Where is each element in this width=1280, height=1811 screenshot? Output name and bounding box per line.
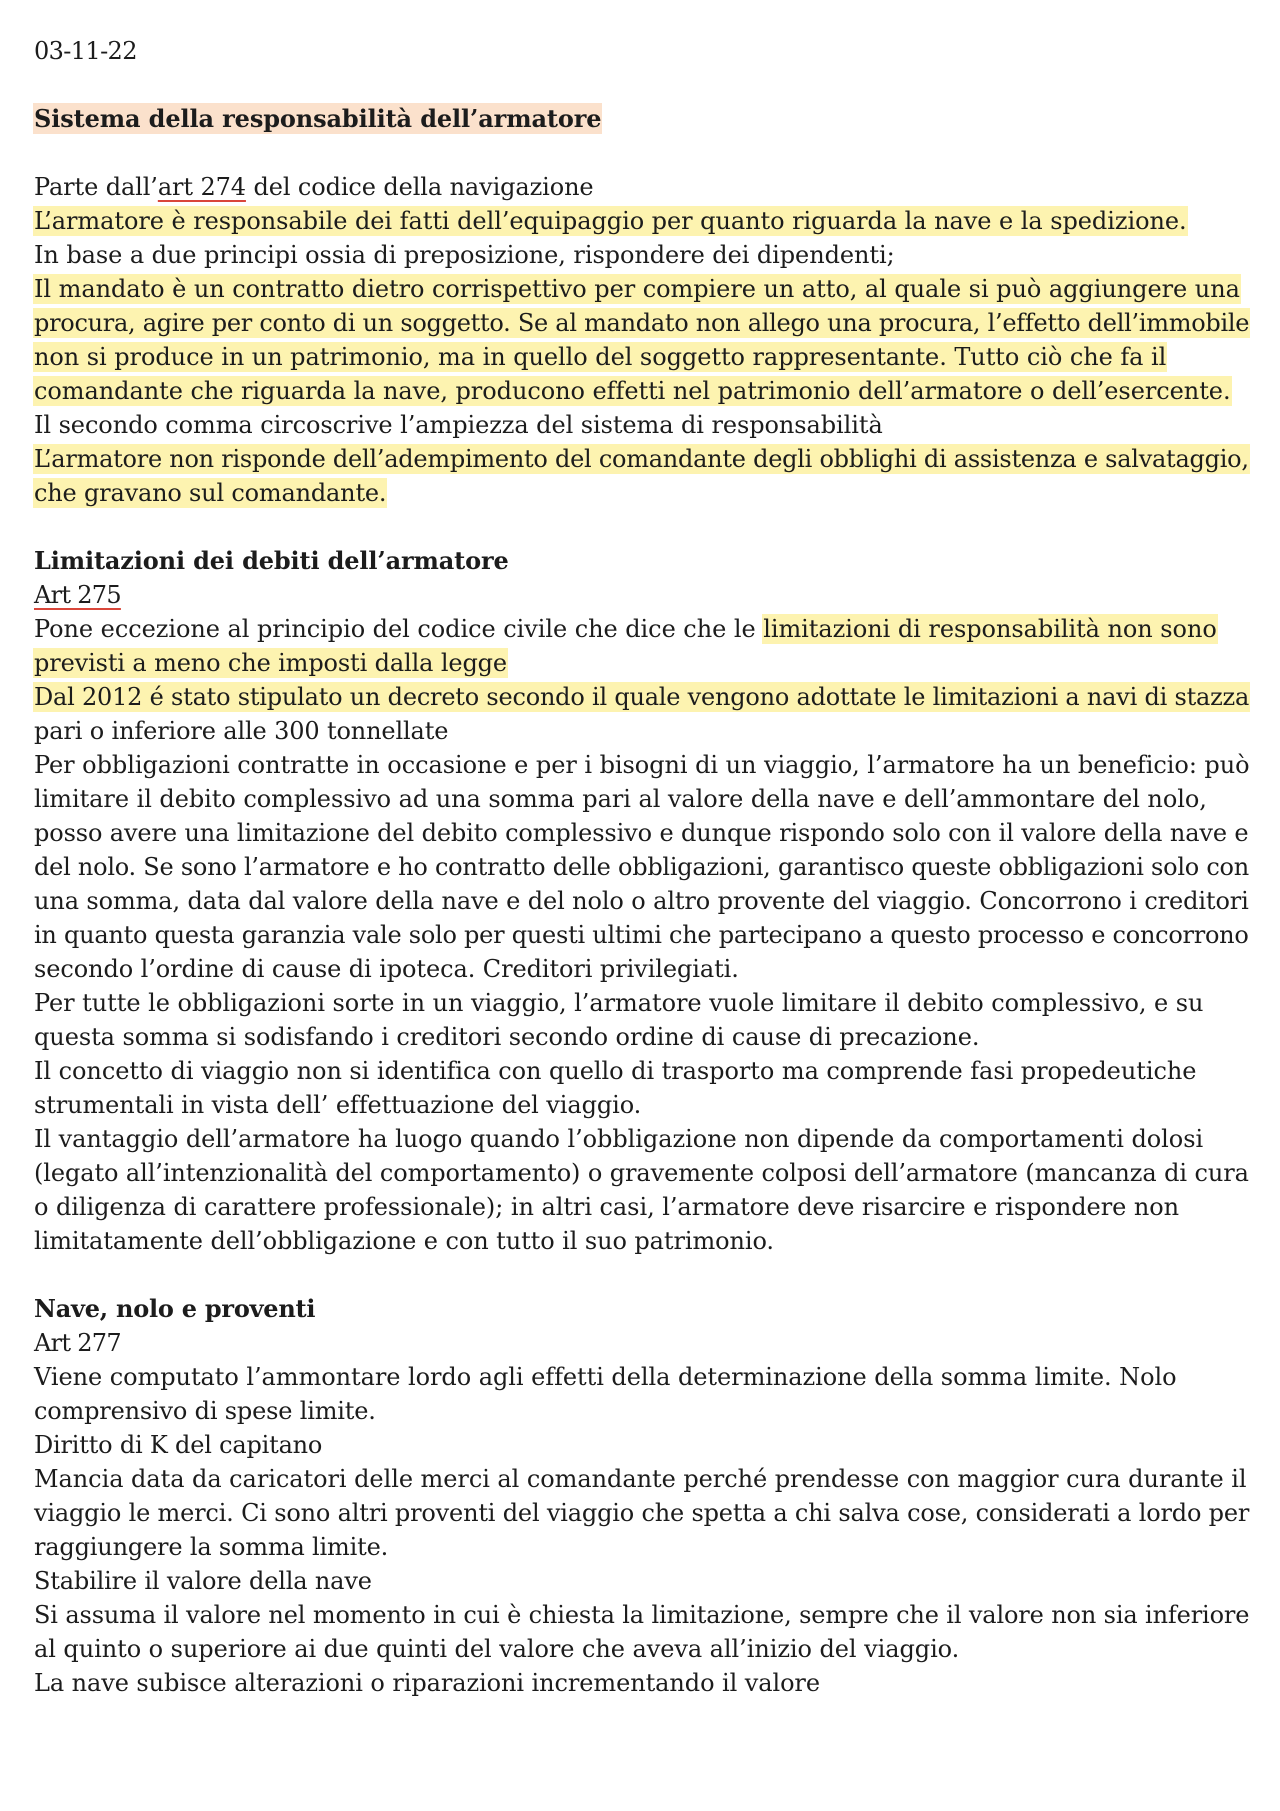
paragraph-line: L’armatore è responsabile dei fatti dell’equipaggio per quanto riguarda la nave e la spedizione. <box>34 207 1187 235</box>
paragraph-line: Il concetto di viaggio non si identifica con quello di trasporto ma comprende fasi propedeutiche <box>34 1057 1197 1085</box>
paragraph-line: al quinto o superiore ai due quinti del valore che aveva all’inizio del viaggio. <box>34 1635 960 1663</box>
paragraph-line: strumentali in vista dell’ effettuazione del viaggio. <box>34 1091 642 1119</box>
paragraph-line: una somma, data dal valore della nave e del nolo o altro provente del viaggio. Concorrono i creditori <box>34 887 1249 915</box>
paragraph-line: del nolo. Se sono l’armatore e ho contratto delle obbligazioni, garantisco queste obbligazioni solo con <box>34 853 1249 881</box>
paragraph-line: comandante che riguarda la nave, producono effetti nel patrimonio dell’armatore o dell’esercente. <box>34 377 1231 405</box>
article-reference: art 274 <box>157 173 246 201</box>
paragraph-line: Parte dall’art 274 del codice della navigazione <box>34 173 594 201</box>
paragraph-line: previsti a meno che imposti dalla legge <box>34 649 507 677</box>
section-title: Nave, nolo e proventi <box>34 1294 316 1323</box>
paragraph-line: non si produce in un patrimonio, ma in quello del soggetto rappresentante. Tutto ciò che fa il <box>34 343 1167 371</box>
paragraph-line: Viene computato l’ammontare lordo agli effetti della determinazione della somma limite. Nolo <box>34 1363 1177 1391</box>
paragraph-line: comprensivo di spese limite. <box>34 1397 376 1425</box>
paragraph-line: Dal 2012 é stato stipulato un decreto secondo il quale vengono adottate le limitazioni a navi di stazza <box>34 683 1250 711</box>
paragraph-line: Per tutte le obbligazioni sorte in un viaggio, l’armatore vuole limitare il debito complessivo, e su <box>34 989 1204 1017</box>
paragraph-line: L’armatore non risponde dell’adempimento del comandante degli obblighi di assistenza e salvataggio, <box>34 445 1249 473</box>
paragraph-line: Il vantaggio dell’armatore ha luogo quando l’obbligazione non dipende da comportamenti dolosi <box>34 1125 1204 1153</box>
paragraph-line: Si assuma il valore nel momento in cui è chiesta la limitazione, sempre che il valore non sia inferiore <box>34 1601 1250 1629</box>
paragraph-line: questa somma si sodisfando i creditori secondo ordine di cause di precazione. <box>34 1023 980 1051</box>
paragraph-line: Stabilire il valore della nave <box>34 1567 372 1595</box>
paragraph-line: limitatamente dell’obbligazione e con tutto il suo patrimonio. <box>34 1227 774 1255</box>
paragraph-line: Il secondo comma circoscrive l’ampiezza del sistema di responsabilità <box>34 411 883 439</box>
paragraph-line: secondo l’ordine di cause di ipoteca. Creditori privilegiati. <box>34 955 739 983</box>
paragraph-line: (legato all’intenzionalità del comportamento) o gravemente colposi dell’armatore (mancanza di cura <box>34 1159 1249 1187</box>
paragraph-line: Il mandato è un contratto dietro corrispettivo per compiere un atto, al quale si può aggiungere una <box>34 275 1240 303</box>
paragraph-line: Per obbligazioni contratte in occasione e per i bisogni di un viaggio, l’armatore ha un beneficio: può <box>34 751 1250 779</box>
paragraph-line: posso avere una limitazione del debito complessivo e dunque rispondo solo con il valore della nave e <box>34 819 1249 847</box>
paragraph-line: o diligenza di carattere professionale); in altri casi, l’armatore deve risarcire e rispondere non <box>34 1193 1180 1221</box>
article-number: Art 277 <box>34 1329 121 1357</box>
paragraph-line: viaggio le merci. Ci sono altri proventi del viaggio che spetta a chi salva cose, considerati a lordo per <box>34 1499 1250 1527</box>
paragraph-line: Diritto di K del capitano <box>34 1431 323 1459</box>
paragraph-line: procura, agire per conto di un soggetto. Se al mandato non allego una procura, l’effetto dell’immobile <box>34 309 1250 337</box>
document-date: 03-11-22 <box>34 37 137 65</box>
paragraph-line: che gravano sul comandante. <box>34 479 387 507</box>
paragraph-line: pari o inferiore alle 300 tonnellate <box>34 717 449 745</box>
paragraph-line: Pone eccezione al principio del codice civile che dice che le limitazioni di responsabilità non sono <box>34 615 1217 643</box>
paragraph-line: in quanto questa garanzia vale solo per questi ultimi che partecipano a questo processo e concorrono <box>34 921 1249 949</box>
paragraph-line: La nave subisce alterazioni o riparazioni incrementando il valore <box>34 1669 820 1697</box>
paragraph-line: In base a due principi ossia di preposizione, rispondere dei dipendenti; <box>34 241 895 269</box>
section-title: Sistema della responsabilità dell’armatore <box>34 104 602 133</box>
section-title: Limitazioni dei debiti dell’armatore <box>34 546 509 575</box>
paragraph-line: raggiungere la somma limite. <box>34 1533 389 1561</box>
paragraph-line: Mancia data da caricatori delle merci al comandante perché prendesse con maggior cura durante il <box>34 1465 1247 1493</box>
article-number: Art 275 <box>34 581 121 609</box>
document-page <box>34 34 1254 1700</box>
paragraph-line: limitare il debito complessivo ad una somma pari al valore della nave e dell’ammontare del nolo, <box>34 785 1207 813</box>
